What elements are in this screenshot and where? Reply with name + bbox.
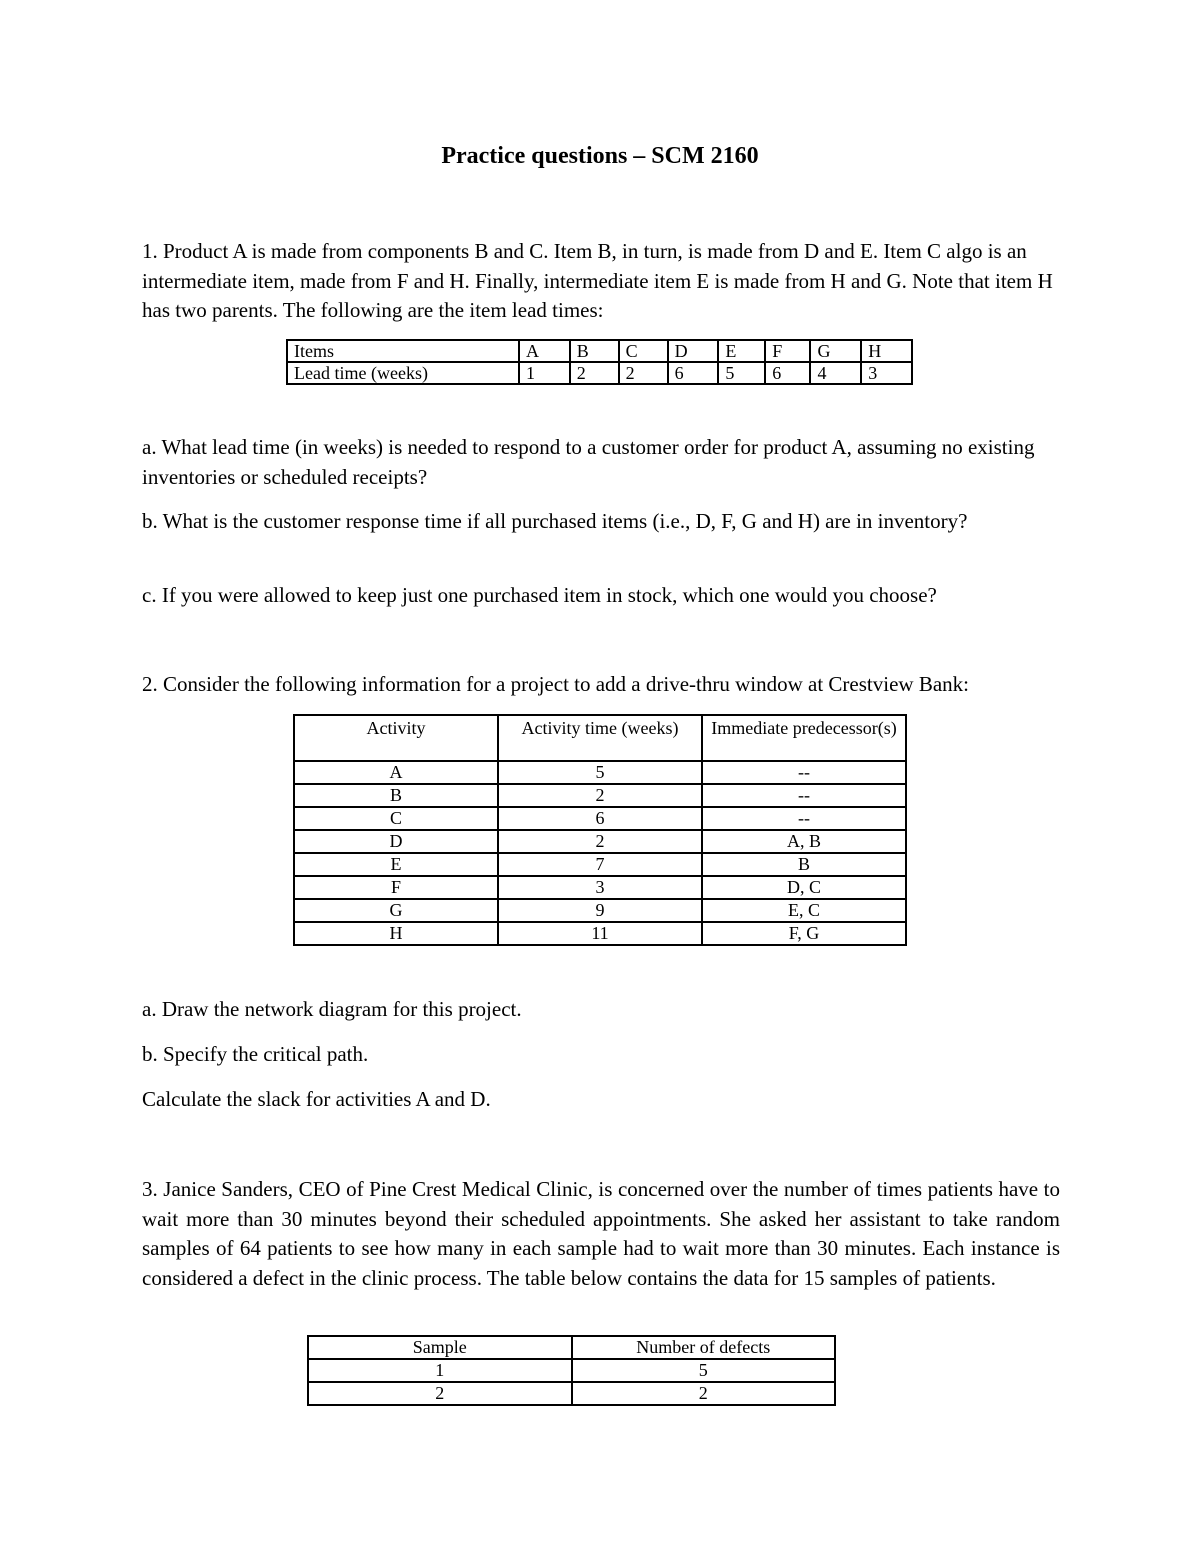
- predecessor-cell: --: [702, 784, 906, 807]
- column-header: Activity time (weeks): [498, 715, 702, 761]
- item-cell: D: [668, 340, 719, 362]
- predecessor-cell: --: [702, 761, 906, 784]
- predecessor-cell: D, C: [702, 876, 906, 899]
- lead-time-cell: 2: [619, 362, 668, 384]
- predecessor-cell: --: [702, 807, 906, 830]
- column-header: Number of defects: [572, 1336, 836, 1359]
- item-cell: H: [861, 340, 912, 362]
- item-cell: C: [619, 340, 668, 362]
- question-2-text: 2. Consider the following information for a project to add a drive-thru window at Crestview Bank:: [142, 672, 969, 696]
- table-row: [294, 922, 906, 945]
- table-header-row: [308, 1336, 835, 1359]
- table-row: [308, 1359, 835, 1382]
- activity-time-cell: 6: [498, 807, 702, 830]
- item-cell: G: [810, 340, 861, 362]
- defects-table: [307, 1335, 836, 1406]
- activity-cell: D: [294, 830, 498, 853]
- question-2a: a. Draw the network diagram for this project.: [142, 997, 522, 1021]
- question-3-text: 3. Janice Sanders, CEO of Pine Crest Medical Clinic, is concerned over the number of times patients have to wait more than 30 minutes beyond their scheduled appointments. She asked her assistant to take random samples of 64 patients to see how many in each sample had to wait more than 30 minutes. Each instance is considered a defect in the clinic process. The table below contains the data for 15 samples of patients.: [142, 1177, 1060, 1290]
- item-cell: A: [519, 340, 570, 362]
- lead-time-cell: 4: [810, 362, 861, 384]
- table-row: [308, 1382, 835, 1405]
- lead-time-cell: 6: [668, 362, 719, 384]
- question-1a: a. What lead time (in weeks) is needed to respond to a customer order for product A, assuming no existing inventories or scheduled receipts?: [142, 435, 1035, 489]
- item-cell: E: [718, 340, 765, 362]
- predecessor-cell: E, C: [702, 899, 906, 922]
- item-cell: B: [570, 340, 619, 362]
- table-row: [287, 362, 912, 384]
- lead-time-cell: 3: [861, 362, 912, 384]
- lead-time-row-label: Lead time (weeks): [287, 362, 519, 384]
- activity-time-cell: 7: [498, 853, 702, 876]
- table-row: [294, 784, 906, 807]
- predecessor-cell: B: [702, 853, 906, 876]
- sample-cell: 2: [308, 1382, 572, 1405]
- column-header: Immediate predecessor(s): [702, 715, 906, 761]
- table-row: [294, 830, 906, 853]
- table-row: [294, 899, 906, 922]
- lead-time-cell: 1: [519, 362, 570, 384]
- table-row: [294, 853, 906, 876]
- activity-cell: G: [294, 899, 498, 922]
- item-cell: F: [765, 340, 810, 362]
- activity-cell: F: [294, 876, 498, 899]
- activity-time-cell: 3: [498, 876, 702, 899]
- table-row: [294, 876, 906, 899]
- activity-time-cell: 2: [498, 830, 702, 853]
- activity-cell: H: [294, 922, 498, 945]
- column-header: Sample: [308, 1336, 572, 1359]
- column-header: Activity: [294, 715, 498, 761]
- lead-time-cell: 5: [718, 362, 765, 384]
- activity-cell: A: [294, 761, 498, 784]
- table-row: [294, 761, 906, 784]
- question-2c: Calculate the slack for activities A and D.: [142, 1087, 491, 1111]
- question-1c: c. If you were allowed to keep just one purchased item in stock, which one would you choose?: [142, 583, 937, 607]
- table-header-row: [294, 715, 906, 761]
- activity-table: [293, 714, 907, 946]
- activity-time-cell: 9: [498, 899, 702, 922]
- question-2b: b. Specify the critical path.: [142, 1042, 369, 1066]
- items-row-label: Items: [287, 340, 519, 362]
- lead-time-cell: 2: [570, 362, 619, 384]
- table-row: [294, 807, 906, 830]
- sample-cell: 1: [308, 1359, 572, 1382]
- activity-time-cell: 11: [498, 922, 702, 945]
- activity-cell: C: [294, 807, 498, 830]
- lead-time-table: [286, 339, 913, 385]
- question-1-text: 1. Product A is made from components B and C. Item B, in turn, is made from D and E. Item C algo is an intermediate item, made from F and H. Finally, intermediate item E is made from H and G. Note that item H has two parents. The following are the item lead times:: [142, 239, 1053, 322]
- activity-time-cell: 5: [498, 761, 702, 784]
- page-title: Practice questions – SCM 2160: [441, 143, 759, 169]
- activity-cell: B: [294, 784, 498, 807]
- defects-cell: 2: [572, 1382, 836, 1405]
- predecessor-cell: A, B: [702, 830, 906, 853]
- question-1b: b. What is the customer response time if all purchased items (i.e., D, F, G and H) are in inventory?: [142, 509, 968, 533]
- lead-time-cell: 6: [765, 362, 810, 384]
- activity-time-cell: 2: [498, 784, 702, 807]
- predecessor-cell: F, G: [702, 922, 906, 945]
- activity-cell: E: [294, 853, 498, 876]
- table-row: [287, 340, 912, 362]
- defects-cell: 5: [572, 1359, 836, 1382]
